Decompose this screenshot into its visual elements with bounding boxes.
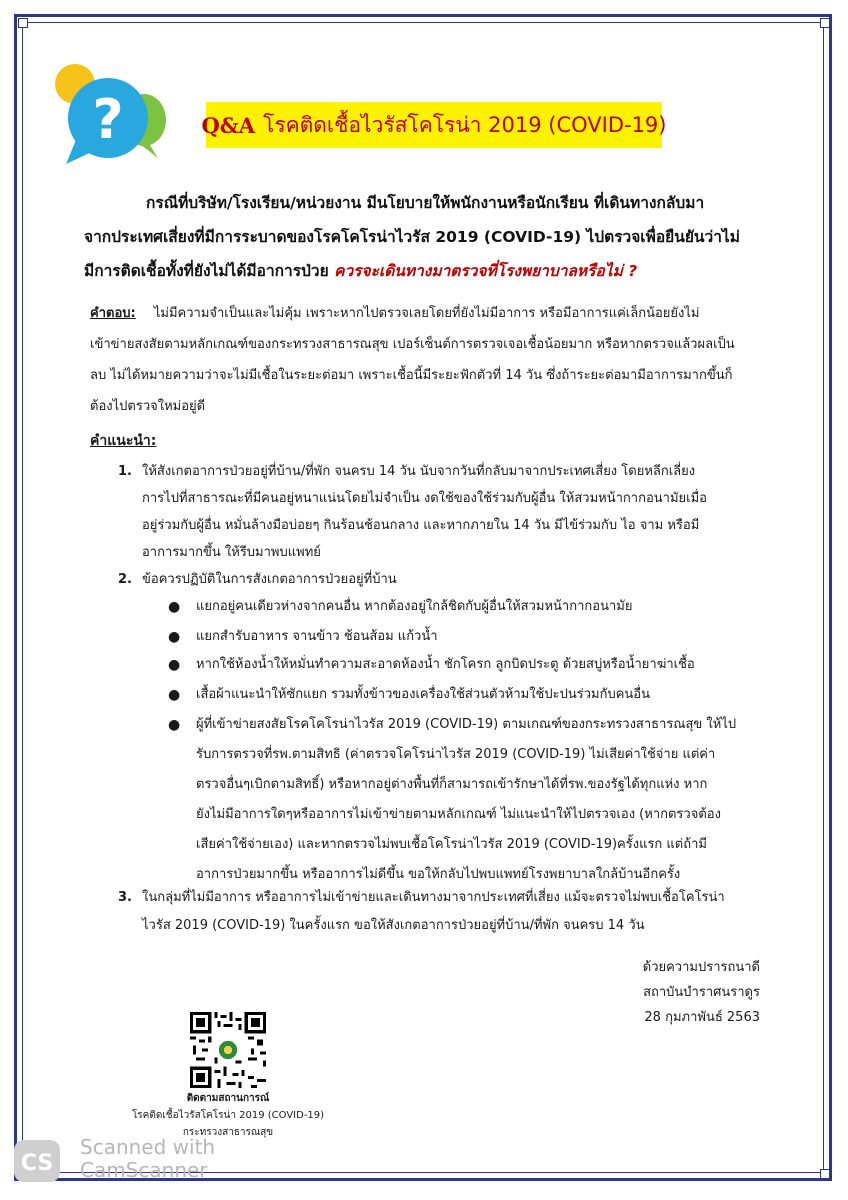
bullet-line: แยกอยู่คนเดียวห่างจากคนอื่น หากต้องอยู่ใกล้ชิดกับผู้อื่นให้สวมหน้ากากอนามัย [196,599,633,614]
border-corner [820,1169,830,1179]
watermark-line: Scanned with [80,1135,216,1159]
watermark-line: CamScanner [80,1158,208,1182]
bullet-icon: ● [168,657,181,673]
bullet-icon: ● [168,717,181,733]
bullet-line: หากใช้ห้องน้ำให้หมั่นทำความสะอาดห้องน้ำ ชักโครก ลูกบิดประตู ด้วยสบู่หรือน้ำยาฆ่าเชื้อ [196,657,695,672]
page-title [201,102,667,148]
answer-line: เข้าข่ายสงสัยตามหลักเกณฑ์ของกระทรวงสาธารณสุข เปอร์เซ็นต์การตรวจเจอเชื้อน้อยมาก หรือหากตรวจแล้วผลเป็น [90,337,735,352]
item-line: การไปที่สาธารณะที่มีคนอยู่หนาแน่นโดยไม่จำเป็น งดใช้ของใช้ร่วมกับผู้อื่น ให้สวมหน้ากากอนามัยเมื่อ [142,491,707,506]
svg-text:?: ? [92,88,124,151]
qr-caption-line: กระทรวงสาธารณสุข [182,1127,274,1138]
question-highlight: ควรจะเดินทางมาตรวจที่โรงพยาบาลหรือไม่ ? [334,262,638,280]
bullet-line: รับการตรวจที่รพ.ตามสิทธิ (ค่าตรวจโคโรน่าไวรัส 2019 (COVID-19) ไม่เสียค่าใช้จ่าย แต่ค่า [196,747,716,762]
qr-caption-line: ติดตามสถานการณ์ [186,1093,270,1104]
bullet-line: เสียค่าใช้จ่ายเอง) และหากตรวจไม่พบเชื้อโคโรน่าไวรัส 2019 (COVID-19)ครั้งแรก แต่ถ้ามี [196,837,707,852]
answer-line: ลบ ไม่ได้หมายความว่าจะไม่มีเชื้อในระยะต่อมา เพราะเชื้อนี้มีระยะฟักตัวที่ 14 วัน ซึ่งถ้าระยะต่อมามีอาการมากขึ้นก็ [90,368,733,383]
item-line: ในกลุ่มที่ไม่มีอาการ หรืออาการไม่เข้าข่ายและเดินทางมาจากประเทศที่เสี่ยง แม้จะตรวจไม่พบเชื้อโคโรน่า [142,890,725,905]
scan-watermark [80,1136,215,1182]
qr-caption [108,1090,348,1141]
bullet-line: ยังไม่มีอาการใดๆหรืออาการไม่เข้าข่ายตามหลักเกณฑ์ ไม่แนะนำให้ไปตรวจเอง (หากตรวจต้อง [196,807,721,822]
question-line: จากประเทศเสี่ยงที่มีการระบาดของโรคโคโรน่าไวรัส 2019 (COVID-19) ไปตรวจเพื่อยืนยันว่าไม่ [84,228,740,246]
bullet-line: แยกสำรับอาหาร จานข้าว ช้อนส้อม แก้วน้ำ [196,629,438,644]
item-number: 2. [118,572,132,587]
border-corner [820,18,830,28]
item-number: 3. [118,890,132,905]
title-text: โรคติดเชื้อไวรัสโคโรน่า 2019 (COVID-19) [263,112,667,137]
item-line: ข้อควรปฏิบัติในการสังเกตอาการป่วยอยู่ที่บ้าน [142,572,397,587]
bullet-line: ผู้ที่เข้าข่ายสงสัยโรคโคโรน่าไวรัส 2019 (COVID-19) ตามเกณฑ์ของกระทรวงสาธารณสุข ให้ไป [196,717,737,732]
question-line: กรณีที่บริษัท/โรงเรียน/หน่วยงาน มีนโยบายให้พนักงานหรือนักเรียน ที่เดินทางกลับมา [146,194,705,212]
bullet-line: เสื้อผ้าแนะนำให้ซักแยก รวมทั้งข้าวของเครื่องใช้ส่วนตัวห้ามใช้ปะปนร่วมกับคนอื่น [196,687,650,702]
signature-line: ด้วยความปรารถนาดี [642,960,760,975]
qr-code[interactable] [190,1012,266,1088]
border-corner [18,18,28,28]
signature-line: สถาบันบำราศนราดูร [643,985,760,1000]
item-line: ไวรัส 2019 (COVID-19) ในครั้งแรก ขอให้สังเกตอาการป่วยอยู่ที่บ้าน/ที่พัก จนครบ 14 วัน [142,918,645,933]
title-qa: Q&A [201,112,256,138]
question-bubbles-icon [40,58,170,178]
bullet-icon: ● [168,687,181,703]
item-number: 1. [118,464,132,479]
question-line: มีการติดเชื้อทั้งที่ยังไม่ได้มีอาการป่วย [84,262,329,280]
answer-block [90,298,774,422]
item-line: อาการมากขึ้น ให้รีบมาพบแพทย์ [142,545,321,560]
bullet-icon: ● [168,629,181,645]
item-line: ให้สังเกตอาการป่วยอยู่ที่บ้าน/ที่พัก จนครบ 14 วัน นับจากวันที่กลับมาจากประเทศเสี่ยง โดยหลีกเลี่ยง [142,464,696,479]
camscanner-logo-icon [12,1138,64,1184]
bullet-icon: ● [168,599,181,615]
question-block [84,186,774,288]
signature-line: 28 กุมภาพันธ์ 2563 [644,1010,760,1025]
signature-block [560,955,760,1030]
answer-label: คำตอบ: [90,306,136,321]
bullet-line: ตรวจอื่นๆเบิกตามสิทธิ์) หรือหากอยู่ต่างพื้นที่ก็สามารถเข้ารักษาได้ที่รพ.ของรัฐได้ทุกแห่ง หาก [196,777,708,792]
logo-text: CS [20,1151,54,1176]
answer-line: ต้องไปตรวจใหม่อยู่ดี [90,399,206,414]
qr-caption-line: โรคติดเชื้อไวรัสโคโรน่า 2019 (COVID-19) [131,1110,325,1121]
bullet-line: อาการป่วยมากขึ้น หรืออาการไม่ดีขึ้น ขอให้กลับไปพบแพทย์โรงพยาบาลใกล้บ้านอีกครั้ง [196,867,681,882]
item-line: อยู่ร่วมกับผู้อื่น หมั่นล้างมือบ่อยๆ กินร้อนช้อนกลาง และหากภายใน 14 วัน มีไข้ร่วมกับ ไอ จาม หรือมี [142,518,700,533]
advice-label: คำแนะนำ: [90,433,157,449]
answer-line: ไม่มีความจำเป็นและไม่คุ้ม เพราะหากไปตรวจเลยโดยที่ยังไม่มีอาการ หรือมีอาการแค่เล็กน้อยยังไม่ [153,306,700,321]
